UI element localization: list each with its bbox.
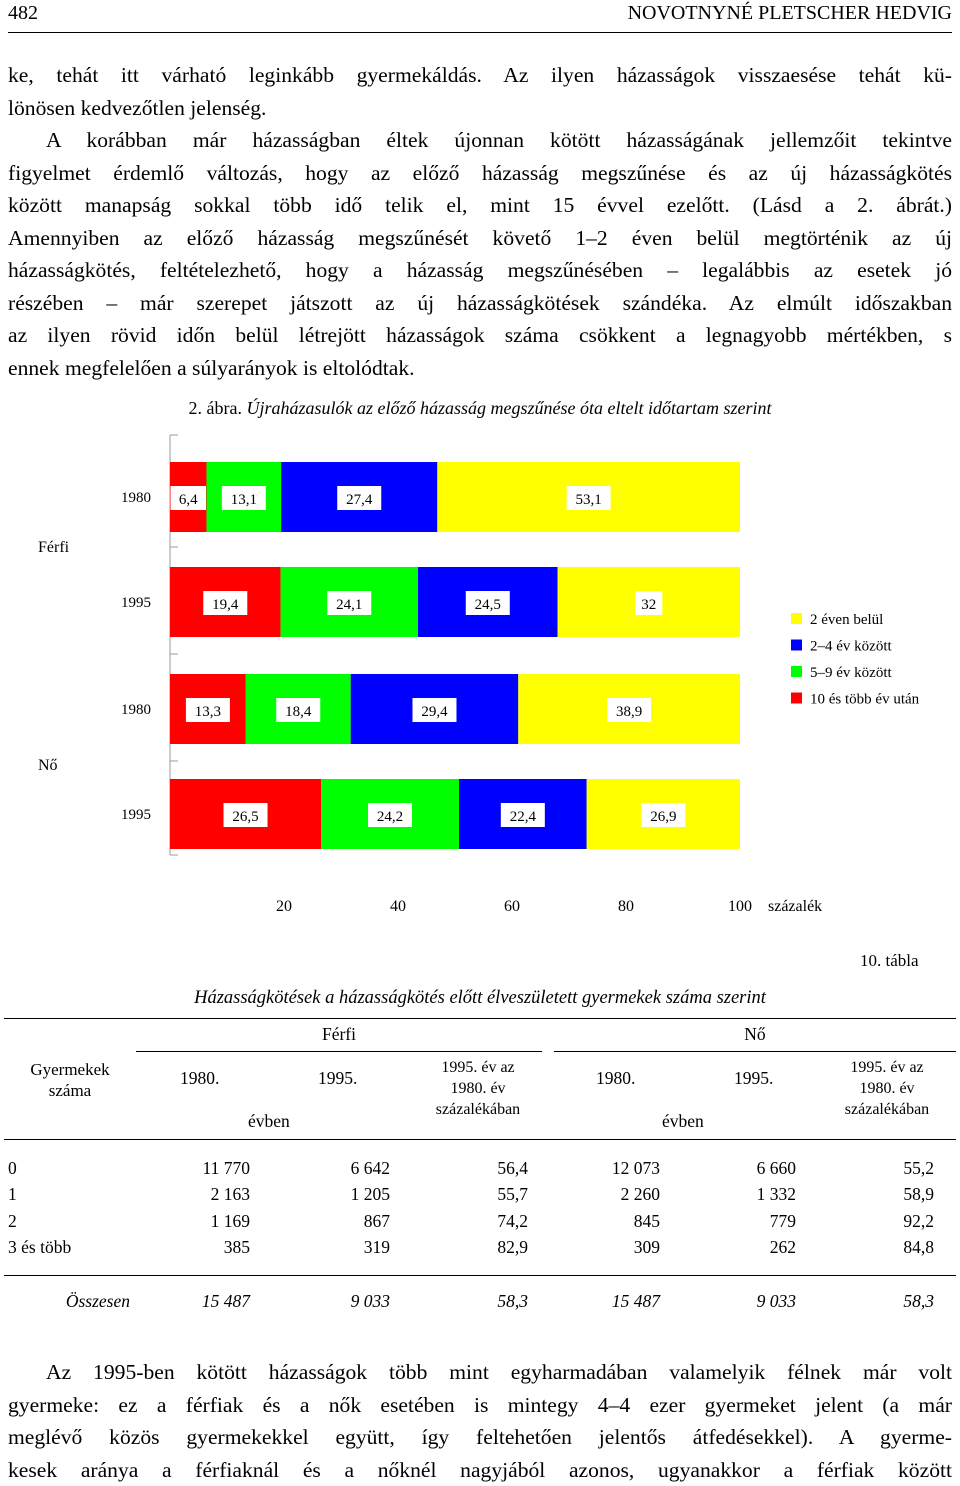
data-label: 19,4 bbox=[212, 597, 239, 613]
col-1980: 1980. bbox=[596, 1068, 635, 1089]
table-cell: 1 205 bbox=[272, 1182, 408, 1209]
data-label: 13,3 bbox=[195, 704, 221, 720]
text-line: gyermeke: ez a férfiak és a nők esetében is mintegy 4–4 ezer gyermeket jelent (a már bbox=[8, 1389, 952, 1422]
text-line: figyelmet érdemlő változás, hogy az előző házasság megszűnése és az új házasságkötés bbox=[8, 157, 952, 190]
row-label: 2 bbox=[4, 1208, 136, 1235]
x-tick-label: 100 bbox=[728, 898, 752, 915]
text-line: meglévő közös gyermekekkel együtt, így feltehetően jelentős átfedésekkel). A gyerme- bbox=[8, 1421, 952, 1454]
legend-label: 5–9 év között bbox=[810, 665, 892, 681]
text-line: lönösen kedvezőtlen jelenség. bbox=[8, 92, 952, 125]
legend-swatch bbox=[791, 693, 802, 704]
table-cell: 867 bbox=[272, 1208, 408, 1235]
x-tick-label: 40 bbox=[390, 898, 406, 915]
table-cell: 845 bbox=[548, 1208, 684, 1235]
col-1980: 1980. bbox=[180, 1068, 219, 1089]
table-cell: 58,9 bbox=[818, 1182, 956, 1209]
table-cell: 779 bbox=[684, 1208, 818, 1235]
table-cell: 385 bbox=[136, 1235, 272, 1262]
x-axis-label: százalék bbox=[768, 898, 822, 915]
text-line: ke, tehát itt várható leginkább gyermekáldás. Az ilyen házasságok visszaesése tehát kü- bbox=[8, 59, 952, 92]
data-label: 6,4 bbox=[179, 492, 198, 508]
col-pct: 1995. év az 1980. év százalékában bbox=[423, 1057, 533, 1120]
table-row bbox=[4, 1235, 956, 1262]
x-tick-label: 80 bbox=[618, 898, 634, 915]
table-cell: 2 260 bbox=[548, 1182, 684, 1209]
figure-caption bbox=[0, 398, 960, 419]
group-header-no: Nő bbox=[554, 1020, 956, 1052]
table-cell: 74,2 bbox=[408, 1208, 548, 1235]
data-label: 53,1 bbox=[576, 492, 602, 508]
row-label: 1995 bbox=[121, 807, 151, 823]
data-label: 18,4 bbox=[285, 704, 312, 720]
data-label: 29,4 bbox=[421, 704, 448, 720]
ferfi-pct-header bbox=[408, 1053, 548, 1140]
row-label: 1 bbox=[4, 1182, 136, 1209]
table-cell: 92,2 bbox=[818, 1208, 956, 1235]
no-pct-header bbox=[818, 1053, 956, 1140]
total-cell: 9 033 bbox=[684, 1289, 818, 1313]
col-1995: 1995. bbox=[318, 1068, 357, 1089]
page-header bbox=[8, 0, 952, 33]
table-row bbox=[4, 1208, 956, 1235]
data-label: 26,5 bbox=[232, 809, 258, 825]
table-cell: 6 660 bbox=[684, 1155, 818, 1182]
col-evben: évben bbox=[248, 1111, 290, 1132]
intro-text bbox=[8, 59, 952, 384]
text-line: között manapság sokkal több idő telik el, mint 15 évvel ezelőtt. (Lásd a 2. ábrát.) bbox=[8, 189, 952, 222]
chart-bars bbox=[170, 462, 740, 849]
group-label-ferfi: Férfi bbox=[38, 539, 70, 556]
ferfi-year-headers bbox=[136, 1053, 408, 1140]
group-header-ferfi: Férfi bbox=[136, 1020, 542, 1052]
data-label: 22,4 bbox=[510, 809, 537, 825]
data-label: 24,5 bbox=[475, 597, 501, 613]
col-evben: évben bbox=[662, 1111, 704, 1132]
data-label: 24,1 bbox=[336, 597, 362, 613]
table-total-row bbox=[4, 1289, 956, 1313]
total-cell: 58,3 bbox=[818, 1289, 956, 1313]
text-line: ennek megfelelően a súlyarányok is eltolódtak. bbox=[8, 352, 952, 385]
table-cell: 12 073 bbox=[548, 1155, 684, 1182]
data-label: 38,9 bbox=[616, 704, 642, 720]
table-cell: 1 169 bbox=[136, 1208, 272, 1235]
table-row bbox=[4, 1182, 956, 1209]
text-line: Amennyiben az előző házasság megszűnését követő 1–2 éven belül megtörténik az új bbox=[8, 222, 952, 255]
stacked-bar-chart bbox=[0, 430, 960, 940]
col-1995: 1995. bbox=[734, 1068, 773, 1089]
total-cell: 15 487 bbox=[136, 1289, 272, 1313]
table-cell: 82,9 bbox=[408, 1235, 548, 1262]
text-line: Az 1995-ben kötött házasságok több mint egyharmadában valamelyik félnek már volt bbox=[8, 1356, 952, 1389]
running-head-author: NOVOTNYNÉ PLETSCHER HEDVIG bbox=[628, 2, 952, 25]
chart-legend bbox=[791, 612, 920, 708]
row-header-label: Gyermekek száma bbox=[25, 1059, 115, 1101]
legend-label: 2 éven belül bbox=[810, 612, 883, 628]
data-label: 24,2 bbox=[377, 809, 403, 825]
text-line: A korábban már házasságban éltek újonnan kötött házasságának jellemzőit tekintve bbox=[8, 124, 952, 157]
table-cell: 1 332 bbox=[684, 1182, 818, 1209]
row-header bbox=[4, 1053, 136, 1140]
table-cell: 55,7 bbox=[408, 1182, 548, 1209]
total-cell: 9 033 bbox=[272, 1289, 408, 1313]
table-cell: 11 770 bbox=[136, 1155, 272, 1182]
row-label: 1995 bbox=[121, 595, 151, 611]
page-number: 482 bbox=[8, 2, 38, 25]
row-label: 0 bbox=[4, 1155, 136, 1182]
table-cell: 6 642 bbox=[272, 1155, 408, 1182]
x-tick-label: 60 bbox=[504, 898, 520, 915]
total-cell: 15 487 bbox=[548, 1289, 684, 1313]
group-label-no: Nő bbox=[38, 757, 58, 774]
row-label: 1980 bbox=[121, 702, 151, 718]
table-cell: 2 163 bbox=[136, 1182, 272, 1209]
table-cell: 262 bbox=[684, 1235, 818, 1262]
text-line: az ilyen rövid időn belül létrejött házasságok száma csökkent a legnagyobb mértékben, s bbox=[8, 319, 952, 352]
data-label: 27,4 bbox=[346, 492, 373, 508]
table-number: 10. tábla bbox=[860, 951, 919, 971]
text-line: kesek aránya a férfiaknál és a nőknél nagyjából azonos, ugyanakkor a férfiak között bbox=[8, 1454, 952, 1486]
data-label: 32 bbox=[641, 597, 656, 613]
legend-swatch bbox=[791, 613, 802, 624]
legend-swatch bbox=[791, 640, 802, 651]
total-label: Összesen bbox=[4, 1289, 136, 1313]
col-pct: 1995. év az 1980. év százalékában bbox=[832, 1057, 942, 1120]
figure-title: Újraházasulók az előző házasság megszűnése óta eltelt időtartam szerint bbox=[246, 398, 771, 418]
data-table bbox=[4, 1018, 956, 1313]
outro-text bbox=[8, 1356, 952, 1486]
table-row bbox=[4, 1155, 956, 1182]
row-label: 1980 bbox=[121, 490, 151, 506]
table-title: Házasságkötések a házasságkötés előtt élveszületett gyermekek száma szerint bbox=[0, 988, 960, 1009]
data-label: 26,9 bbox=[650, 809, 676, 825]
data-label: 13,1 bbox=[231, 492, 257, 508]
row-label: 3 és több bbox=[4, 1235, 136, 1262]
table-cell: 309 bbox=[548, 1235, 684, 1262]
legend-label: 2–4 év között bbox=[810, 639, 892, 655]
legend-label: 10 és több év után bbox=[810, 692, 920, 708]
total-cell: 58,3 bbox=[408, 1289, 548, 1313]
text-line: házasságkötés, feltételezhető, hogy a házasság megszűnésében – legalábbis az esetek jó bbox=[8, 254, 952, 287]
no-year-headers bbox=[548, 1053, 818, 1140]
figure-number: 2. ábra. bbox=[189, 398, 242, 418]
table-cell: 56,4 bbox=[408, 1155, 548, 1182]
table-body bbox=[4, 1155, 956, 1261]
table-cell: 84,8 bbox=[818, 1235, 956, 1262]
text-line: részében – már szerepet játszott az új házasságkötések szándéka. Az elmúlt időszakban bbox=[8, 287, 952, 320]
legend-swatch bbox=[791, 666, 802, 677]
table-cell: 55,2 bbox=[818, 1155, 956, 1182]
table-cell: 319 bbox=[272, 1235, 408, 1262]
x-tick-label: 20 bbox=[276, 898, 292, 915]
